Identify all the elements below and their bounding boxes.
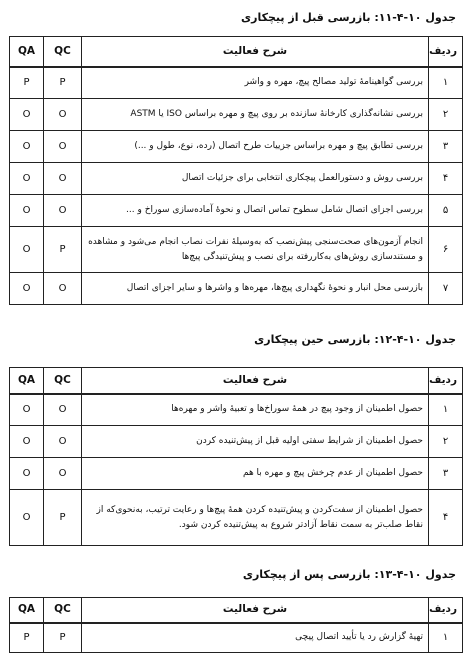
row-number: ۷ <box>429 273 463 305</box>
row-qa: P <box>10 67 44 99</box>
header-row-number: ردیف <box>429 598 463 623</box>
row-activity: حصول اطمینان از شرایط سفتی اولیه قبل از پیش‌تنیده کردن <box>82 426 429 458</box>
row-qa: O <box>10 490 44 546</box>
header-row-number: ردیف <box>429 37 463 67</box>
row-activity: بررسی نشانه‌گذاری کارخانهٔ سازنده بر روی پیچ و مهره براساس ISO یا ASTM <box>82 99 429 131</box>
table-during-bolting <box>9 367 463 546</box>
table-row <box>10 426 463 458</box>
header-activity: شرح فعالیت <box>82 368 429 394</box>
row-qa: O <box>10 163 44 195</box>
row-qa: O <box>10 458 44 490</box>
row-qc: P <box>44 623 82 653</box>
header-qa: QA <box>10 37 44 67</box>
row-qc: P <box>44 227 82 273</box>
table-row <box>10 394 463 426</box>
row-qc: P <box>44 67 82 99</box>
row-qc: O <box>44 426 82 458</box>
row-activity: حصول اطمینان از عدم چرخش پیچ و مهره با هم <box>82 458 429 490</box>
row-number: ۱ <box>429 67 463 99</box>
table-row <box>10 458 463 490</box>
row-number: ۶ <box>429 227 463 273</box>
row-number: ۵ <box>429 195 463 227</box>
row-number: ۲ <box>429 99 463 131</box>
row-qc: O <box>44 131 82 163</box>
row-number: ۴ <box>429 490 463 546</box>
row-number: ۳ <box>429 131 463 163</box>
table-header-row <box>10 368 463 394</box>
header-qa: QA <box>10 598 44 623</box>
table-header-row <box>10 598 463 623</box>
header-qc: QC <box>44 37 82 67</box>
header-qc: QC <box>44 598 82 623</box>
row-activity: بررسی گواهینامهٔ تولید مصالح پیچ، مهره و واشر <box>82 67 429 99</box>
row-activity: بررسی روش و دستورالعمل پیچکاری انتخابی برای جزئیات اتصال <box>82 163 429 195</box>
row-qc: O <box>44 163 82 195</box>
table-1-caption: جدول ۱۰-۴-۱۱: بازرسی قبل از پیچکاری <box>241 11 456 24</box>
table-row <box>10 131 463 163</box>
header-activity: شرح فعالیت <box>82 37 429 67</box>
table-row <box>10 195 463 227</box>
row-activity: بررسی اجزای اتصال شامل سطوح تماس اتصال و نحوهٔ آماده‌سازی سوراخ و ... <box>82 195 429 227</box>
row-qa: O <box>10 131 44 163</box>
table-row <box>10 99 463 131</box>
row-number: ۳ <box>429 458 463 490</box>
row-number: ۱ <box>429 623 463 653</box>
row-qc: P <box>44 490 82 546</box>
row-qc: O <box>44 273 82 305</box>
row-number: ۲ <box>429 426 463 458</box>
row-activity: بازرسی محل انبار و نحوهٔ نگهداری پیچ‌ها، مهره‌ها و واشرها و سایر اجزای اتصال <box>82 273 429 305</box>
row-qc: O <box>44 195 82 227</box>
table-row <box>10 273 463 305</box>
row-qc: O <box>44 458 82 490</box>
row-qa: P <box>10 623 44 653</box>
row-activity: بررسی تطابق پیچ و مهره براساس جزییات طرح اتصال (رده، نوع، طول و ...) <box>82 131 429 163</box>
table-row <box>10 67 463 99</box>
row-qa: O <box>10 195 44 227</box>
row-activity: حصول اطمینان از سفت‌کردن و پیش‌تنیده کردن همهٔ پیچ‌ها و رعایت ترتیب، به‌نحوی‌که از نقاط صلب‌تر به سمت نقاط آزادتر شروع به پیش‌تنیده کردن شود. <box>82 490 429 546</box>
row-qc: O <box>44 99 82 131</box>
row-activity: حصول اطمینان از وجود پیچ در همهٔ سوراخ‌ها و تعبیهٔ واشر و مهره‌ها <box>82 394 429 426</box>
header-qc: QC <box>44 368 82 394</box>
table-after-bolting <box>9 597 463 653</box>
row-qa: O <box>10 273 44 305</box>
table-row <box>10 163 463 195</box>
row-qa: O <box>10 227 44 273</box>
table-2-caption: جدول ۱۰-۴-۱۲: بازرسی حین پیچکاری <box>254 333 456 346</box>
table-row <box>10 490 463 546</box>
table-row <box>10 227 463 273</box>
header-qa: QA <box>10 368 44 394</box>
row-qc: O <box>44 394 82 426</box>
row-activity: انجام آزمون‌های صحت‌سنجی پیش‌نصب که به‌وسیلهٔ نفرات نصاب انجام می‌شود و مشاهده و مستندسازی روش‌های به‌کاررفته برای نصب و پیش‌تنیدگی پیچ‌ها <box>82 227 429 273</box>
header-row-number: ردیف <box>429 368 463 394</box>
table-before-bolting <box>9 36 463 305</box>
header-activity: شرح فعالیت <box>82 598 429 623</box>
row-qa: O <box>10 99 44 131</box>
row-qa: O <box>10 394 44 426</box>
table-3-caption: جدول ۱۰-۴-۱۳: بازرسی پس از پیچکاری <box>242 568 456 581</box>
table-row <box>10 623 463 653</box>
row-number: ۴ <box>429 163 463 195</box>
row-activity: تهیهٔ گزارش رد یا تأیید اتصال پیچی <box>82 623 429 653</box>
row-number: ۱ <box>429 394 463 426</box>
row-qa: O <box>10 426 44 458</box>
table-header-row <box>10 37 463 67</box>
